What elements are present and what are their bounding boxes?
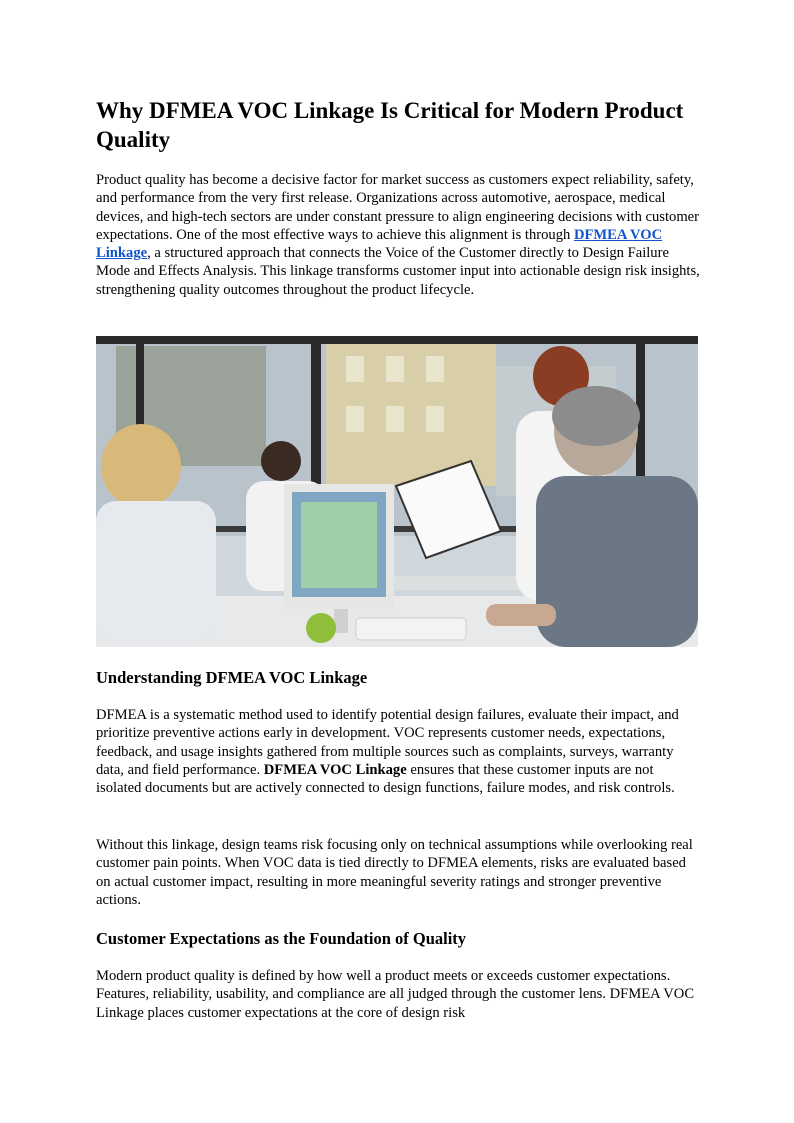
intro-text-after: , a structured approach that connects the Voice of the Customer directly to Design Failure Mode and Effects Analysis. This linkage transforms customer input into actionable design risk insights, strengthening quality outcomes throughout the product lifecycle. bbox=[96, 245, 700, 298]
office-photo-icon bbox=[96, 336, 698, 647]
intro-paragraph bbox=[96, 171, 700, 299]
section-heading-understanding: Understanding DFMEA VOC Linkage bbox=[96, 668, 368, 687]
section1-p1-bold: DFMEA VOC Linkage bbox=[263, 761, 407, 778]
office-photo bbox=[96, 336, 698, 647]
section1-paragraph-2: Without this linkage, design teams risk focusing only on technical assumptions while overlooking real customer pain points. When VOC data is tied directly to DFMEA elements, risks are evaluated based on actual customer impact, resulting in more meaningful severity ratings and stronger preventive actions. bbox=[96, 837, 693, 908]
dfmea-voc-linkage-link[interactable]: DFMEA VOC Linkage bbox=[96, 226, 663, 262]
article-title: Why DFMEA VOC Linkage Is Critical for Modern Product Quality bbox=[96, 98, 684, 152]
section1-p1-after: ensures that these customer inputs are not isolated documents but are actively connected to design functions, failure modes, and risk controls. bbox=[96, 761, 675, 797]
section1-p1-before: DFMEA is a systematic method used to identify potential design failures, evaluate their impact, and prioritize preventive actions early in development. VOC represents customer needs, expectations, feedback, and usage insights gathered from multiple sources such as complaints, surveys, warranty data, and field performance. bbox=[96, 707, 679, 778]
intro-text-before: Product quality has become a decisive factor for market success as customers expect reliability, safety, and performance from the very first release. Organizations across automotive, aerospace, medical devices, and high-tech sectors are under constant pressure to align engineering decisions with customer expectations. One of the most effective ways to achieve this alignment is through bbox=[96, 172, 700, 243]
section1-paragraph-1 bbox=[96, 706, 700, 797]
section-heading-customer-expectations: Customer Expectations as the Foundation of Quality bbox=[96, 929, 467, 948]
section2-paragraph-1: Modern product quality is defined by how well a product meets or exceeds customer expectations. Features, reliability, usability, and compliance are all judged through the customer lens. DFMEA VOC Linkage places customer expectations at the core of design risk bbox=[96, 968, 695, 1021]
